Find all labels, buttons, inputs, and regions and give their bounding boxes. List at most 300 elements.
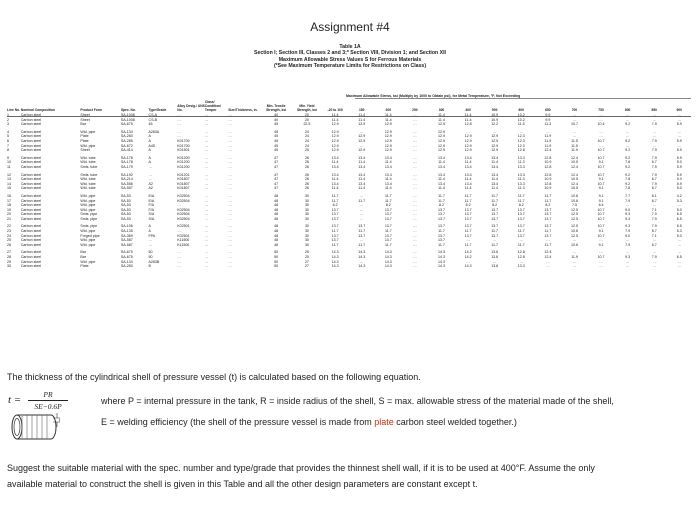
- table-cell: …: [492, 129, 497, 134]
- table-cell: …: [228, 203, 232, 208]
- table-cell: 7.9: [625, 229, 631, 234]
- table-cell: 40: [274, 117, 279, 122]
- table-cell: 48: [274, 193, 279, 198]
- table-cell: 13.7: [384, 224, 392, 229]
- column-header: Nominal Composition: [20, 108, 55, 112]
- table-cell: 13.7: [517, 216, 525, 221]
- column-header: Alloy Desig./ UNS No.: [177, 104, 205, 112]
- table-cell: Wld. tube: [80, 155, 96, 160]
- table-cell: Sheet: [80, 113, 90, 117]
- table-cell: 11.9: [544, 143, 552, 148]
- table-cell: Smls. pipe: [80, 212, 98, 217]
- table-cell: 13.4: [464, 155, 472, 160]
- table-cell: 13.4: [384, 155, 392, 160]
- table-cell: 13.4: [491, 181, 499, 186]
- table-cell: …: [204, 172, 209, 177]
- table-cell: 11.9: [571, 148, 578, 153]
- table-cell: …: [228, 255, 232, 260]
- table-cell: 14.3: [464, 264, 472, 269]
- table-caption-line: Section I; Section III, Classes 2 and 3;* Section VIII, Division 1; and Section XII: [254, 50, 446, 57]
- table-cell: …: [204, 212, 209, 217]
- table-cell: 13.3: [517, 155, 525, 160]
- table-cell: 7.8: [625, 177, 631, 182]
- table-cell: …: [625, 143, 630, 148]
- table-cell: 10.7: [570, 122, 578, 127]
- table-cell: 7.9: [625, 198, 631, 203]
- table-cell: …: [492, 238, 497, 243]
- table-cell: 12.5: [570, 233, 578, 238]
- table-caption: [0, 44, 700, 70]
- table-cell: 13.7: [491, 216, 499, 221]
- table-cell: …: [677, 117, 682, 122]
- table-cell: …: [204, 242, 209, 247]
- table-cell: 12.8: [517, 250, 525, 255]
- column-header: Class/ Condition/ Temper: [204, 100, 222, 112]
- table-cell: …: [228, 216, 232, 221]
- table-cell: …: [228, 259, 232, 264]
- table-cell: …: [625, 203, 630, 208]
- table-cell: 10.9: [491, 117, 499, 122]
- table-cell: 12.9: [384, 143, 392, 148]
- table-cell: …: [677, 113, 682, 117]
- table-cell: …: [413, 264, 417, 269]
- table-cell: Carbon steel: [20, 164, 42, 169]
- table-cell: …: [599, 129, 603, 134]
- table-cell: 14.3: [331, 259, 339, 264]
- table-cell: 11.4: [491, 160, 499, 165]
- table-cell: 13.7: [544, 224, 552, 229]
- table-cell: 13.4: [331, 181, 339, 186]
- table-cell: 13.7: [464, 216, 472, 221]
- table-cell: 13.4: [438, 155, 445, 160]
- table-cell: Carbon steel: [20, 134, 42, 139]
- table-cell: 12.9: [438, 138, 445, 143]
- table-cell: 13.4: [358, 155, 366, 160]
- table-cell: 11.7: [517, 229, 525, 234]
- table-cell: 12.4: [570, 172, 578, 177]
- table-cell: 11.5: [517, 122, 525, 127]
- table-cell: 13.7: [464, 224, 472, 229]
- table-cell: …: [413, 117, 417, 122]
- table-cell: 48: [274, 212, 279, 217]
- svg-text:t: t: [59, 418, 61, 424]
- table-cell: 10.6: [570, 198, 578, 203]
- table-cell: 8: [7, 148, 9, 153]
- table-cell: 12.9: [491, 138, 499, 143]
- table-cell: 8.2: [518, 203, 524, 208]
- table-cell: 11.4: [331, 186, 339, 191]
- equation-numerator: PR: [28, 390, 68, 401]
- table-cell: …: [413, 122, 417, 127]
- table-cell: 12.9: [331, 129, 339, 134]
- table-cell: 9.9: [545, 113, 551, 117]
- table-cell: Wld. pipe: [80, 193, 96, 198]
- table-cell: SA-53: [120, 198, 131, 203]
- table-cell: 6.5: [676, 224, 682, 229]
- table-cell: 9.1: [598, 242, 604, 247]
- table-cell: 10.9: [491, 113, 499, 117]
- table-cell: 22: [7, 224, 11, 229]
- table-cell: …: [652, 250, 657, 255]
- table-cell: A45: [148, 143, 155, 148]
- table-cell: …: [204, 203, 209, 208]
- table-cell: 13.4: [438, 181, 445, 186]
- table-cell: …: [677, 129, 682, 134]
- table-cell: 14.3: [438, 264, 445, 269]
- table-cell: 11.7: [384, 193, 392, 198]
- table-cell: 12.4: [570, 164, 578, 169]
- table-cell: …: [204, 177, 209, 182]
- table-cell: 9.2: [625, 122, 631, 127]
- table-cell: 7.9: [651, 138, 657, 143]
- column-header: Min. Yield Strength, ksi: [296, 104, 317, 112]
- table-cell: 30: [304, 203, 309, 208]
- table-header-row: [7, 100, 691, 113]
- table-cell: 12.9: [491, 148, 499, 153]
- equation-lhs: t =: [8, 394, 22, 406]
- table-cell: A: [148, 148, 151, 153]
- table-cell: …: [625, 238, 630, 243]
- table-cell: 13.4: [464, 172, 472, 177]
- column-header: 650: [545, 108, 551, 112]
- table-cell: …: [204, 143, 209, 148]
- table-cell: 10.7: [597, 181, 605, 186]
- table-cell: K02504: [177, 198, 190, 203]
- table-cell: …: [599, 250, 603, 255]
- table-cell: …: [204, 233, 209, 238]
- table-cell: 47: [274, 155, 279, 160]
- table-cell: 13.4: [491, 155, 499, 160]
- table-cell: …: [413, 172, 417, 177]
- equation-denominator: SE−0.6P: [34, 402, 62, 411]
- table-cell: …: [572, 238, 577, 243]
- column-header: Type/Grade: [148, 108, 167, 112]
- table-cell: 11.4: [438, 160, 445, 165]
- column-header: 600: [518, 108, 525, 112]
- table-cell: 26: [304, 160, 309, 165]
- table-cell: …: [599, 143, 603, 148]
- table-cell: 47: [274, 177, 279, 182]
- table-cell: 12.9: [384, 148, 392, 153]
- table-cell: …: [228, 250, 232, 255]
- table-cell: Carbon steel: [20, 224, 42, 229]
- table-cell: 6.7: [651, 198, 657, 203]
- table-cell: SA-214: [120, 177, 133, 182]
- table-cell: 10.9: [544, 160, 552, 165]
- table-cell: …: [413, 242, 417, 247]
- table-cell: 9.2: [625, 164, 631, 169]
- table-cell: SA-53: [120, 203, 131, 208]
- table-cell: …: [413, 177, 417, 182]
- table-cell: 11.7: [438, 198, 445, 203]
- table-cell: 10.6: [570, 242, 578, 247]
- table-cell: 19: [7, 207, 11, 212]
- table-cell: 27: [7, 250, 11, 255]
- table-cell: 11.4: [384, 113, 392, 117]
- table-cell: 7.5: [571, 203, 577, 208]
- table-cell: 5.0: [676, 186, 682, 191]
- table-cell: K02501: [177, 233, 190, 238]
- table-cell: 12.9: [464, 138, 472, 143]
- table-cell: SA-285: [120, 138, 133, 143]
- table-cell: 13.4: [438, 172, 445, 177]
- table-cell: 9: [7, 155, 9, 160]
- table-row: [7, 191, 691, 199]
- table-cell: …: [572, 259, 577, 264]
- table-cell: …: [177, 259, 181, 264]
- table-cell: 26: [304, 186, 309, 191]
- table-cell: Wld. tube: [80, 181, 96, 186]
- table-cell: 9.1: [598, 186, 604, 191]
- table-cell: 13.7: [438, 212, 445, 217]
- table-cell: …: [359, 129, 364, 134]
- table-cell: 10.7: [597, 164, 605, 169]
- table-cell: 13.4: [438, 164, 445, 169]
- table-cell: 30: [7, 264, 11, 269]
- table-cell: 12.9: [358, 122, 366, 127]
- table-cell: …: [228, 207, 232, 212]
- table-cell: 11.4: [491, 177, 499, 182]
- table-cell: 13.7: [384, 207, 392, 212]
- table-cell: 28: [7, 255, 11, 260]
- table-cell: 13.7: [331, 207, 339, 212]
- table-cell: 13.7: [517, 224, 525, 229]
- table-cell: SA-192: [120, 172, 133, 177]
- table-cell: Forged pipe: [80, 233, 100, 238]
- table-cell: F/A: [148, 207, 155, 212]
- table-cell: 45: [274, 148, 279, 153]
- table-cell: …: [413, 138, 417, 143]
- table-cell: …: [413, 134, 417, 139]
- table-cell: …: [413, 160, 417, 165]
- table-cell: 12.8: [544, 155, 552, 160]
- cylinder-shell-diagram-icon: [9, 410, 65, 444]
- table-cell: 23: [7, 229, 11, 234]
- table-cell: …: [204, 250, 209, 255]
- table-cell: 20: [7, 212, 11, 217]
- column-header: 500: [491, 108, 498, 112]
- equation-where-line-1: where P = internal pressure in the tank, R = inside radius of the shell, S = max. allowable stress of the material made of the shell,: [101, 396, 614, 406]
- table-cell: CS-A: [148, 113, 158, 117]
- table-cell: SA-53: [120, 207, 131, 212]
- table-cell: SA-106: [120, 224, 133, 229]
- table-cell: 30: [304, 216, 309, 221]
- table-cell: 7.9: [651, 224, 657, 229]
- table-cell: 5.9: [676, 164, 682, 169]
- table-cell: 30: [304, 212, 309, 217]
- table-cell: F/A: [148, 203, 155, 208]
- table-cell: …: [519, 129, 524, 134]
- table-caption-line: Maximum Allowable Stress Values S for Ferrous Materials: [278, 56, 422, 63]
- table-cell: 11.4: [331, 160, 339, 165]
- table-cell: 13.3: [517, 172, 525, 177]
- table-cell: 22.5: [303, 122, 311, 127]
- table-cell: …: [204, 259, 209, 264]
- table-cell: Carbon steel: [20, 212, 42, 217]
- table-cell: 11.7: [464, 242, 472, 247]
- table-cell: 6.4: [598, 203, 604, 208]
- table-cell: …: [599, 259, 603, 264]
- table-cell: Wld. tube: [80, 177, 96, 182]
- table-cell: …: [359, 212, 364, 217]
- table-cell: SA-587: [120, 238, 133, 243]
- table-cell: Bar: [80, 122, 86, 127]
- table-cell: 11.3: [517, 177, 525, 182]
- table-cell: 25: [304, 255, 309, 260]
- table-cell: …: [359, 238, 364, 243]
- intro-text: The thickness of the cylindrical shell of pressure vessel (t) is calculated based on the following equation.: [7, 372, 421, 382]
- table-cell: 6.7: [651, 229, 657, 234]
- table-cell: …: [177, 203, 181, 208]
- table-cell: …: [413, 255, 417, 260]
- table-cell: Smls. pipe: [80, 216, 98, 221]
- table-cell: 24: [304, 129, 309, 134]
- table-cell: …: [519, 259, 524, 264]
- table-cell: SA-556: [120, 181, 133, 186]
- table-cell: …: [148, 238, 153, 243]
- table-cell: 11.7: [358, 229, 366, 234]
- table-cell: …: [492, 259, 497, 264]
- table-cell: Smls. pipe: [80, 224, 98, 229]
- table-cell: Smls. tube: [80, 164, 98, 169]
- table-cell: K01201: [177, 172, 190, 177]
- table-cell: 11: [7, 164, 11, 169]
- welding-efficiency-text: E = welding efficiency (the shell of the pressure vessel is made from: [101, 417, 375, 427]
- table-cell: 5.9: [676, 148, 682, 153]
- table-cell: Plate: [80, 138, 89, 143]
- table-cell: 13.7: [384, 233, 392, 238]
- table-cell: 11.4: [384, 186, 392, 191]
- table-cell: K01700: [177, 143, 190, 148]
- table-cell: 47: [274, 186, 279, 191]
- table-cell: …: [359, 216, 364, 221]
- table-cell: 7.9: [651, 172, 657, 177]
- table-cell: …: [599, 117, 603, 122]
- table-cell: 6: [7, 138, 9, 143]
- table-cell: 11.7: [331, 193, 339, 198]
- table-cell: 12.9: [464, 134, 472, 139]
- table-cell: …: [359, 259, 364, 264]
- table-cell: …: [413, 186, 417, 191]
- table-cell: Bar: [80, 250, 86, 255]
- table-cell: 4: [7, 129, 9, 134]
- table-cell: 12.9: [491, 143, 499, 148]
- table-cell: 10.5: [570, 160, 578, 165]
- table-cell: …: [228, 242, 232, 247]
- table-cell: SA-283: [120, 134, 133, 139]
- table-cell: …: [572, 113, 577, 117]
- table-cell: …: [228, 138, 232, 143]
- table-cell: 13.7: [464, 212, 472, 217]
- table-row: [7, 153, 691, 161]
- table-cell: …: [413, 193, 417, 198]
- table-cell: 7.1: [651, 233, 657, 238]
- table-cell: 12.9: [464, 148, 472, 153]
- table-cell: Carbon steel: [20, 198, 42, 203]
- column-header: 400: [465, 108, 471, 112]
- table-cell: 14.3: [438, 259, 445, 264]
- table-cell: SA-414: [120, 148, 133, 153]
- table-cell: 13.7: [544, 212, 552, 217]
- table-cell: E/A: [148, 193, 155, 198]
- table-cell: 12.9: [438, 134, 445, 139]
- table-cell: 5.9: [676, 138, 682, 143]
- table-cell: 11.7: [517, 242, 525, 247]
- table-cell: 12.8: [464, 122, 472, 127]
- table-cell: 8.2: [492, 203, 498, 208]
- table-cell: 6.5: [676, 212, 682, 217]
- table-cell: 45: [148, 122, 153, 127]
- table-cell: 24: [304, 143, 309, 148]
- table-cell: 10.7: [597, 172, 605, 177]
- table-cell: 9.3: [625, 224, 631, 229]
- table-cell: 48: [274, 216, 279, 221]
- table-cell: 14.3: [384, 250, 392, 255]
- table-cell: …: [413, 164, 417, 169]
- table-cell: 7.1: [651, 207, 657, 212]
- table-cell: 11.3: [517, 160, 525, 165]
- table-cell: 13.7: [491, 224, 499, 229]
- table-cell: 13.3: [517, 164, 525, 169]
- table-cell: 13.7: [358, 233, 366, 238]
- table-cell: 13.4: [358, 181, 366, 186]
- table-cell: A: [148, 160, 151, 165]
- table-cell: 12.8: [517, 255, 525, 260]
- table-cell: …: [546, 129, 550, 134]
- table-cell: 11.7: [464, 198, 472, 203]
- table-cell: …: [652, 117, 657, 122]
- table-cell: …: [413, 129, 417, 134]
- table-cell: 10.6: [570, 229, 578, 234]
- table-cell: …: [228, 177, 232, 182]
- table-cell: 7.9: [651, 255, 657, 260]
- table-cell: 30: [304, 224, 309, 229]
- table-cell: 11.4: [438, 177, 445, 182]
- table-cell: 12.9: [384, 134, 392, 139]
- table-cell: 10.9: [544, 177, 552, 182]
- table-cell: 5: [7, 134, 9, 139]
- table-cell: 11.9: [571, 255, 578, 260]
- table-cell: Plate: [80, 134, 89, 139]
- table-cell: …: [177, 113, 181, 117]
- table-cell: E/A: [148, 198, 155, 203]
- question-line-1: Suggest the suitable material with the spec. number and type/grade that provides the thinnest shell wall, if it is to be used at 400°F. Assume the only: [7, 463, 595, 473]
- table-cell: 45: [274, 122, 279, 127]
- table-cell: 14.3: [384, 264, 392, 269]
- table-cell: 48: [274, 207, 279, 212]
- table-cell: …: [625, 250, 630, 255]
- table-cell: K02504: [177, 216, 190, 221]
- table-cell: 11.7: [517, 193, 525, 198]
- table-cell: 45: [274, 138, 279, 143]
- table-cell: …: [148, 172, 153, 177]
- table-cell: 11.7: [331, 229, 339, 234]
- table-cell: 14.3: [358, 255, 366, 260]
- table-cell: 17: [7, 198, 11, 203]
- table-cell: Carbon steel: [20, 148, 42, 153]
- table-cell: …: [228, 193, 232, 198]
- column-header: 150: [358, 108, 365, 112]
- table-cell: 13.4: [384, 181, 392, 186]
- table-cell: 3: [7, 122, 9, 127]
- table-cell: …: [204, 216, 209, 221]
- table-cell: 30: [304, 242, 309, 247]
- table-cell: 13.8: [491, 264, 499, 269]
- table-cell: A283A: [148, 129, 160, 134]
- table-cell: 11.4: [331, 117, 339, 122]
- table-cell: …: [413, 229, 417, 234]
- table-cell: 11.7: [438, 242, 445, 247]
